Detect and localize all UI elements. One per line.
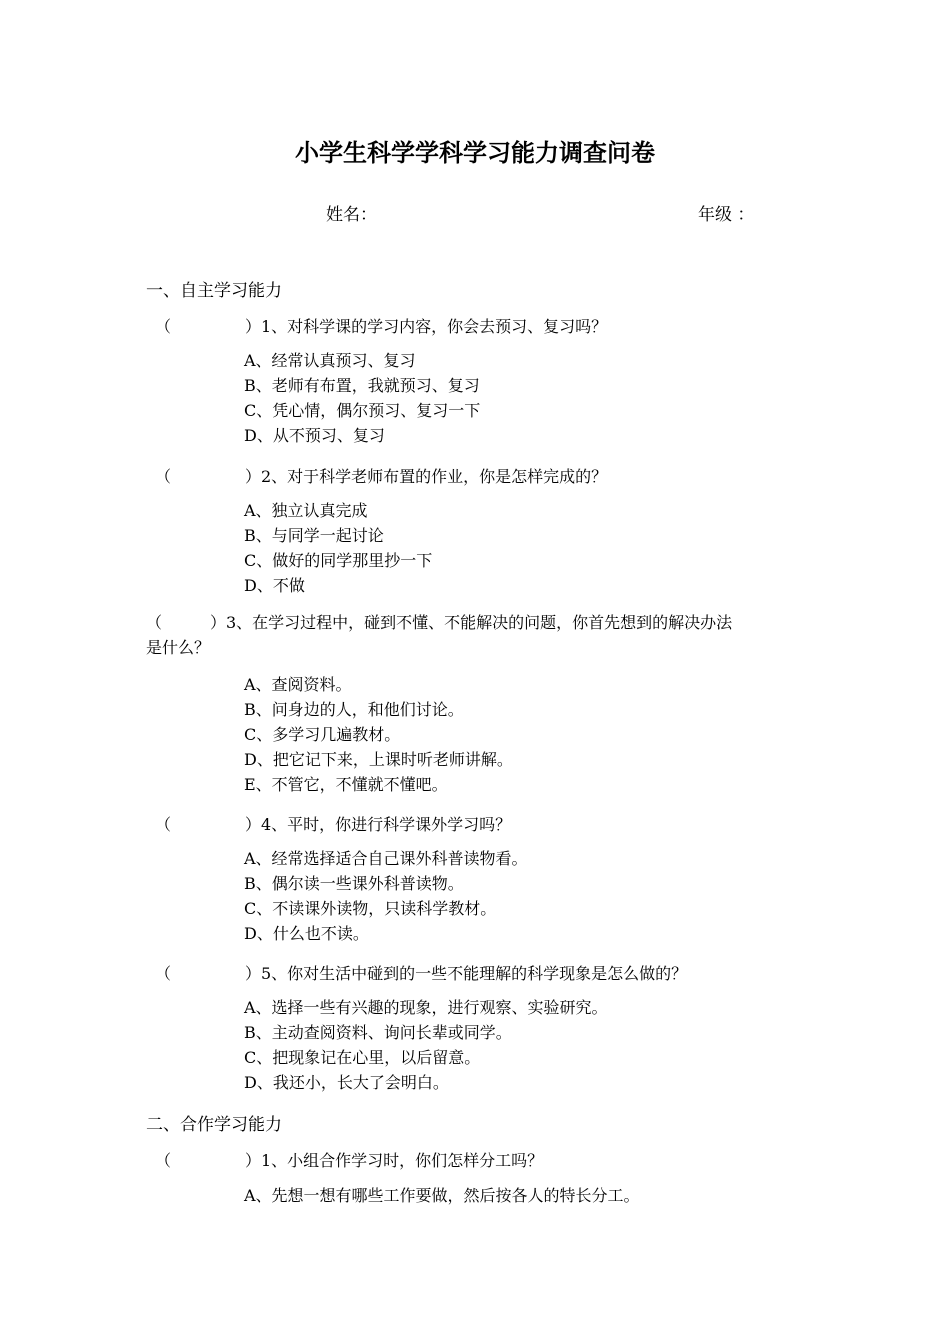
- option: C、多学习几遍教材。: [244, 725, 401, 744]
- option: C、不读课外读物，只读科学教材。: [244, 899, 497, 918]
- question-text-line-1: （ ）3、在学习过程中，碰到不懂、不能解决的问题，你首先想到的解决办法: [146, 613, 733, 632]
- name-field-label: 姓名：: [326, 205, 377, 225]
- question-text: ）4、平时，你进行科学课外学习吗？: [245, 815, 512, 834]
- question-5-options: [244, 995, 608, 1095]
- option: D、从不预习、复习: [244, 426, 385, 445]
- section-heading-self-study: 一、自主学习能力: [146, 281, 282, 301]
- option: A、经常选择适合自己课外科普读物看。: [244, 849, 528, 868]
- option: B、偶尔读一些课外科普读物。: [244, 874, 464, 893]
- option: B、与同学一起讨论: [244, 526, 384, 545]
- question-3: [146, 610, 816, 660]
- option: D、什么也不读。: [244, 924, 369, 943]
- question-text: ）5、你对生活中碰到的一些不能理解的科学现象是怎么做的？: [245, 964, 688, 983]
- option: A、经常认真预习、复习: [244, 351, 416, 370]
- question-2-1-options: [244, 1183, 640, 1208]
- option: A、先想一想有哪些工作要做，然后按各人的特长分工。: [244, 1186, 640, 1205]
- answer-bracket: （: [155, 467, 172, 486]
- page-title: 小学生科学学科学习能力调查问卷: [295, 139, 655, 167]
- option: A、查阅资料。: [244, 675, 352, 694]
- option: C、做好的同学那里抄一下: [244, 551, 433, 570]
- option: A、独立认真完成: [244, 501, 368, 520]
- option: B、主动查阅资料、询问长辈或同学。: [244, 1023, 512, 1042]
- grade-field-label: 年级 ：: [698, 205, 755, 225]
- answer-bracket: （: [155, 1151, 172, 1170]
- option: B、问身边的人，和他们讨论。: [244, 700, 464, 719]
- option: C、凭心情，偶尔预习、复习一下: [244, 401, 481, 420]
- option: D、不做: [244, 576, 305, 595]
- question-4-options: [244, 846, 528, 946]
- question-text: ）1、对科学课的学习内容，你会去预习、复习吗？: [245, 317, 608, 336]
- question-1-options: [244, 348, 480, 448]
- section-heading-cooperative-study: 二、合作学习能力: [146, 1115, 282, 1135]
- answer-bracket: （: [155, 815, 172, 834]
- option: B、老师有布置，我就预习、复习: [244, 376, 480, 395]
- option: E、不管它，不懂就不懂吧。: [244, 775, 448, 794]
- question-2-options: [244, 498, 432, 598]
- answer-bracket: （: [155, 317, 172, 336]
- option: C、把现象记在心里，以后留意。: [244, 1048, 481, 1067]
- option: A、选择一些有兴趣的现象，进行观察、实验研究。: [244, 998, 608, 1017]
- question-text: ）2、对于科学老师布置的作业，你是怎样完成的？: [245, 467, 608, 486]
- option: D、我还小，长大了会明白。: [244, 1073, 449, 1092]
- question-text-line-2: 是什么？: [146, 638, 211, 657]
- option: D、把它记下来，上课时听老师讲解。: [244, 750, 513, 769]
- question-3-options: [244, 672, 513, 797]
- answer-bracket: （: [155, 964, 172, 983]
- question-text: ）1、小组合作学习时，你们怎样分工吗？: [245, 1151, 544, 1170]
